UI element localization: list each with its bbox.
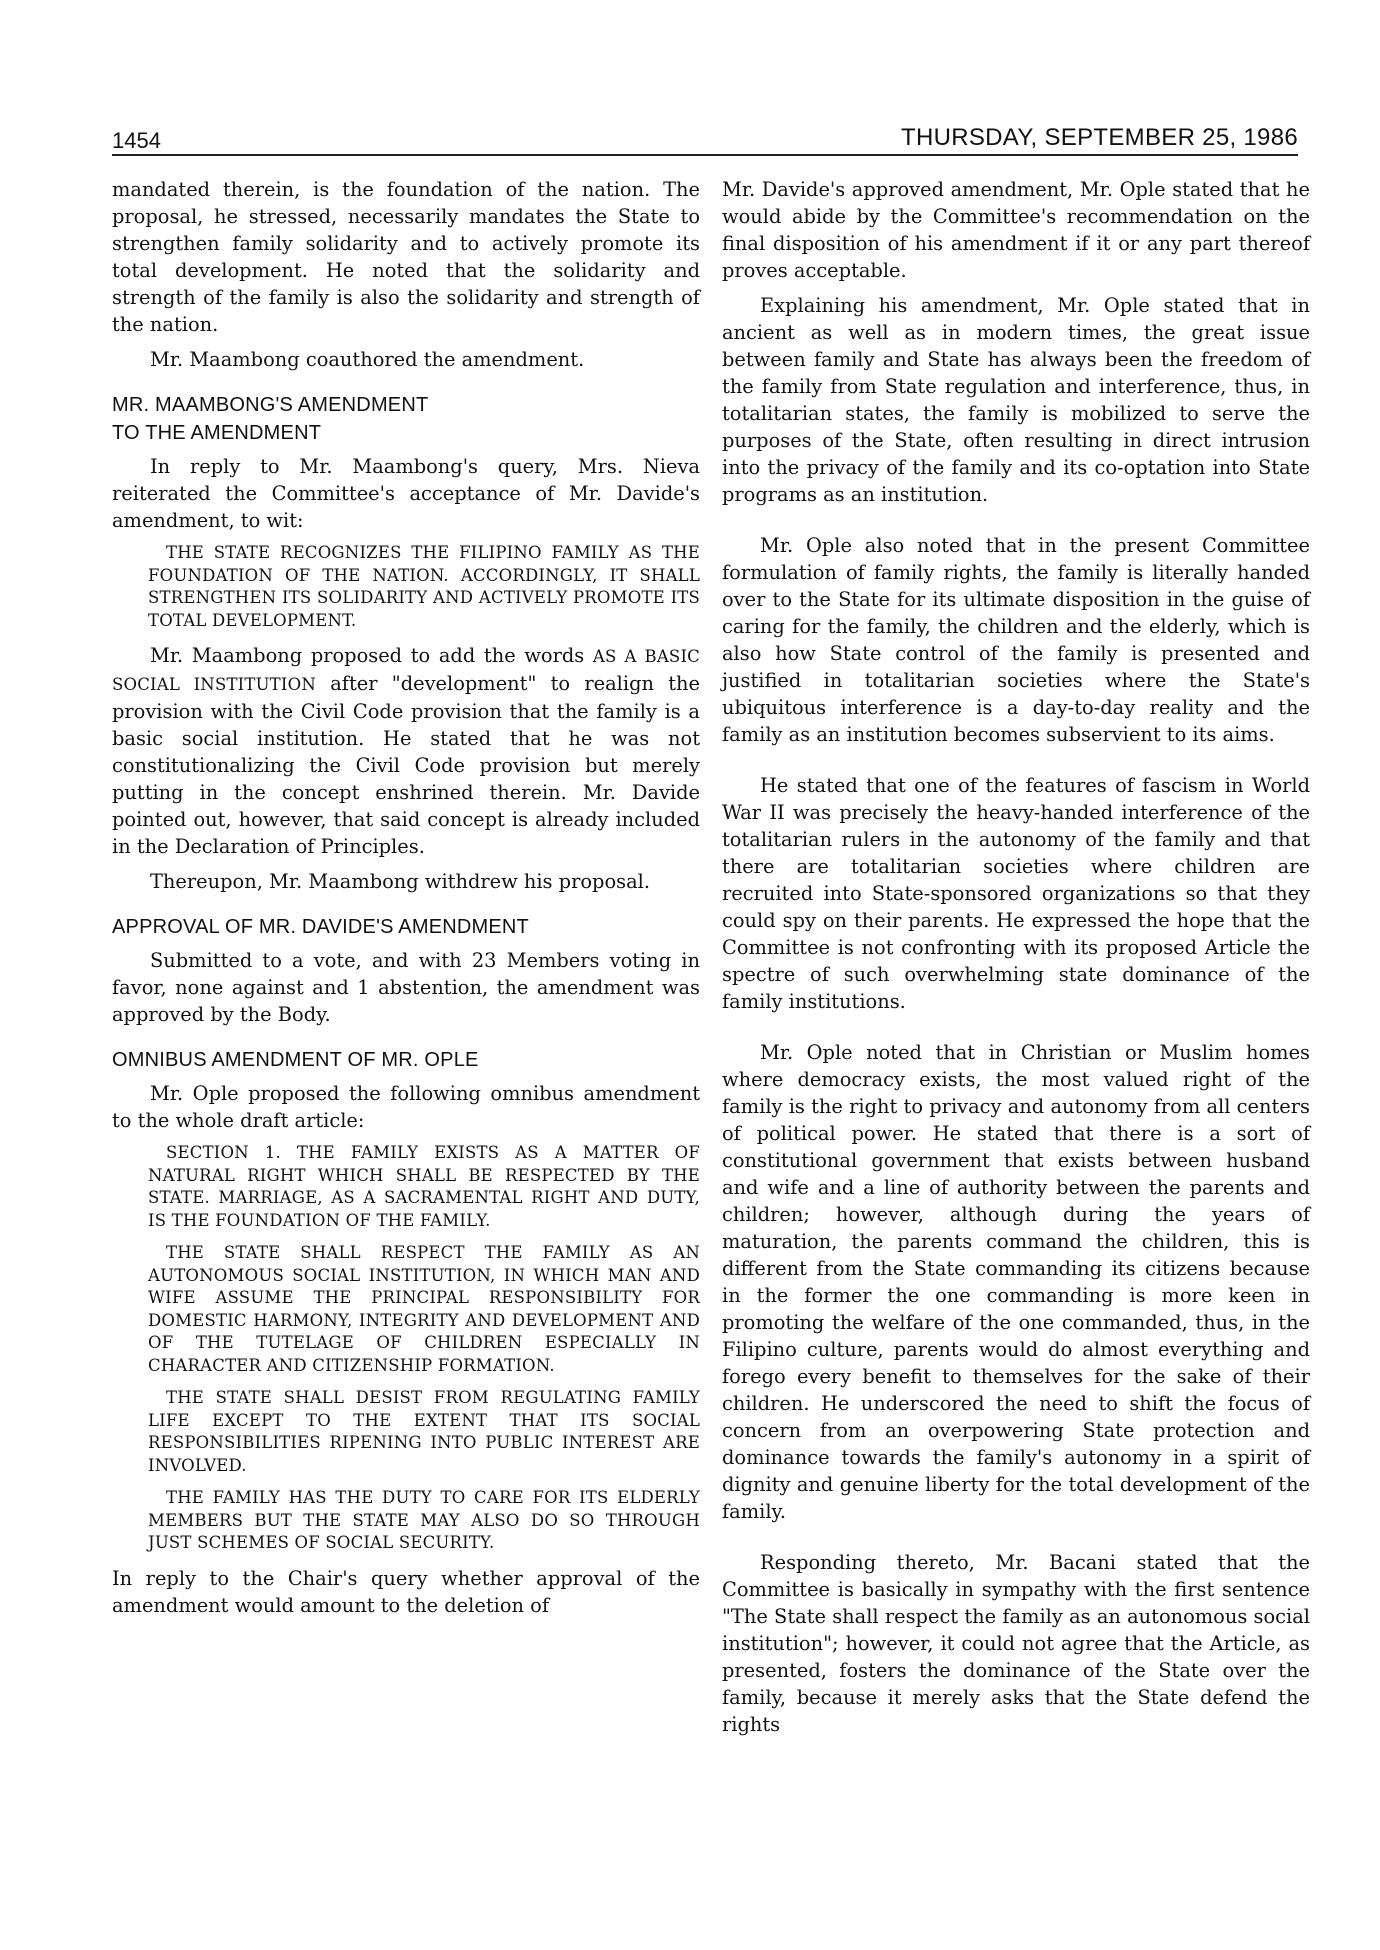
paragraph: Mr. Ople also noted that in the present Committee formulation of family rights, the family is literally handed over to the State for its ultimate disposition in the guise of caring for the family, the children and the elderly, which is also how State control of the family is presented and justified in totalitarian societies where the State's ubiquitous interference is a day-to-day reality and the family as an institution becomes subservient to its aims. xyxy=(722,534,1310,746)
paragraph-text: Mr. Maambong proposed to add the words xyxy=(150,644,585,667)
paragraph: Mr. Maambong coauthored the amendment. xyxy=(150,348,585,371)
paragraph: In reply to the Chair's query whether approval of the amendment would amount to the deletion of xyxy=(112,1566,700,1617)
quoted-amendment: SECTION 1. THE FAMILY EXISTS AS A MATTER OF NATURAL RIGHT WHICH SHALL BE RESPECTED BY THE STATE. MARRIAGE, AS A SACRAMENTAL RIGHT AND DUTY, IS THE FOUNDATION OF THE FAMILY. xyxy=(148,1143,700,1230)
section-heading: APPROVAL OF MR. DAVIDE'S AMENDMENT xyxy=(112,916,529,938)
paragraph: mandated therein, is the foundation of the nation. The proposal, he stressed, necessarily mandates the State to strengthen family solidarity and to actively promote its total development. He noted that the solidarity and strength of the family is also the solidarity and strength of the nation. xyxy=(112,178,700,336)
paragraph xyxy=(112,642,700,860)
quoted-amendment: THE STATE SHALL DESIST FROM REGULATING FAMILY LIFE EXCEPT TO THE EXTENT THAT ITS SOCIAL RESPONSIBILITIES RIPENING INTO PUBLIC INTEREST ARE INVOLVED. xyxy=(148,1388,700,1475)
right-column xyxy=(722,176,1310,1746)
small-caps-phrase: AS A BASIC SOCIAL INSTITUTION xyxy=(112,647,700,694)
page-header xyxy=(112,120,1298,156)
paragraph-text: after "development" to realign the provision with the Civil Code provision that the family is a basic social institution. He stated that he was not constitutionalizing the Civil Code provision but merely putting in the concept enshrined therein. Mr. Davide pointed out, however, that said concept is already included in the Declaration of Principles. xyxy=(112,672,700,858)
session-date: THURSDAY, SEPTEMBER 25, 1986 xyxy=(901,124,1298,151)
left-column xyxy=(112,176,700,1627)
paragraph: He stated that one of the features of fascism in World War II was precisely the heavy-handed interference of the totalitarian rulers in the autonomy of the family and that there are totalitarian societies where children are recruited into State-sponsored organizations so that they could spy on their parents. He expressed the hope that the Committee is not confronting with its proposed Article the spectre of such overwhelming state dominance of the family institutions. xyxy=(722,774,1310,1013)
paragraph: Submitted to a vote, and with 23 Members voting in favor, none against and 1 abstention, the amendment was approved by the Body. xyxy=(112,949,700,1026)
paragraph: In reply to Mr. Maambong's query, Mrs. Nieva reiterated the Committee's acceptance of Mr. Davide's amendment, to wit: xyxy=(112,455,700,532)
paragraph: Responding thereto, Mr. Bacani stated that the Committee is basically in sympathy with the first sentence "The State shall respect the family as an autonomous social institution"; however, it could not agree that the Article, as presented, fosters the dominance of the State over the family, because it merely asks that the State defend the rights xyxy=(722,1551,1310,1736)
paragraph: Mr. Ople noted that in Christian or Muslim homes where democracy exists, the most valued right of the family is the right to privacy and autonomy from all centers of political power. He stated that there is a sort of constitutional government that exists between husband and wife and a line of authority between the parents and children; however, although during the years of maturation, the parents command the children, this is different from the State commanding its citizens because in the former the one commanding is more keen in promoting the welfare of the one commanded, thus, in the Filipino culture, parents would do almost everything and forego every benefit to themselves for the sake of their children. He underscored the need to shift the focus of concern from an overpowering State protection and dominance towards the family's autonomy in a spirit of dignity and genuine liberty for the total development of the family. xyxy=(722,1041,1310,1523)
section-heading xyxy=(112,391,700,447)
page-number: 1454 xyxy=(112,128,161,153)
quoted-amendment: THE FAMILY HAS THE DUTY TO CARE FOR ITS ELDERLY MEMBERS BUT THE STATE MAY ALSO DO SO THROUGH JUST SCHEMES OF SOCIAL SECURITY. xyxy=(148,1488,700,1552)
section-heading: OMNIBUS AMENDMENT OF MR. OPLE xyxy=(112,1049,479,1071)
paragraph: Mr. Davide's approved amendment, Mr. Ople stated that he would abide by the Committee's recommendation on the final disposition of his amendment if it or any part thereof proves acceptable. xyxy=(722,178,1310,282)
paragraph: Explaining his amendment, Mr. Ople stated that in ancient as well as in modern times, the great issue between family and State has always been the freedom of the family from State regulation and interference, thus, in totalitarian states, the family is mobilized to serve the purposes of the State, often resulting in direct intrusion into the privacy of the family and its co-optation into State programs as an institution. xyxy=(722,294,1310,506)
quoted-amendment: THE STATE RECOGNIZES THE FILIPINO FAMILY AS THE FOUNDATION OF THE NATION. ACCORDINGLY, IT SHALL STRENGTHEN ITS SOLIDARITY AND ACTIVELY PROMOTE ITS TOTAL DEVELOPMENT. xyxy=(148,543,700,630)
paragraph: Mr. Ople proposed the following omnibus amendment to the whole draft article: xyxy=(112,1082,700,1132)
heading-line: TO THE AMENDMENT xyxy=(112,422,322,444)
paragraph: Thereupon, Mr. Maambong withdrew his proposal. xyxy=(150,870,650,893)
quoted-amendment: THE STATE SHALL RESPECT THE FAMILY AS AN AUTONOMOUS SOCIAL INSTITUTION, IN WHICH MAN AND WIFE ASSUME THE PRINCIPAL RESPONSIBILITY FOR DOMESTIC HARMONY, INTEGRITY AND DEVELOPMENT AND OF THE TUTELAGE OF CHILDREN ESPECIALLY IN CHARACTER AND CITIZENSHIP FORMATION. xyxy=(148,1243,700,1375)
heading-line: MR. MAAMBONG'S AMENDMENT xyxy=(112,394,429,416)
